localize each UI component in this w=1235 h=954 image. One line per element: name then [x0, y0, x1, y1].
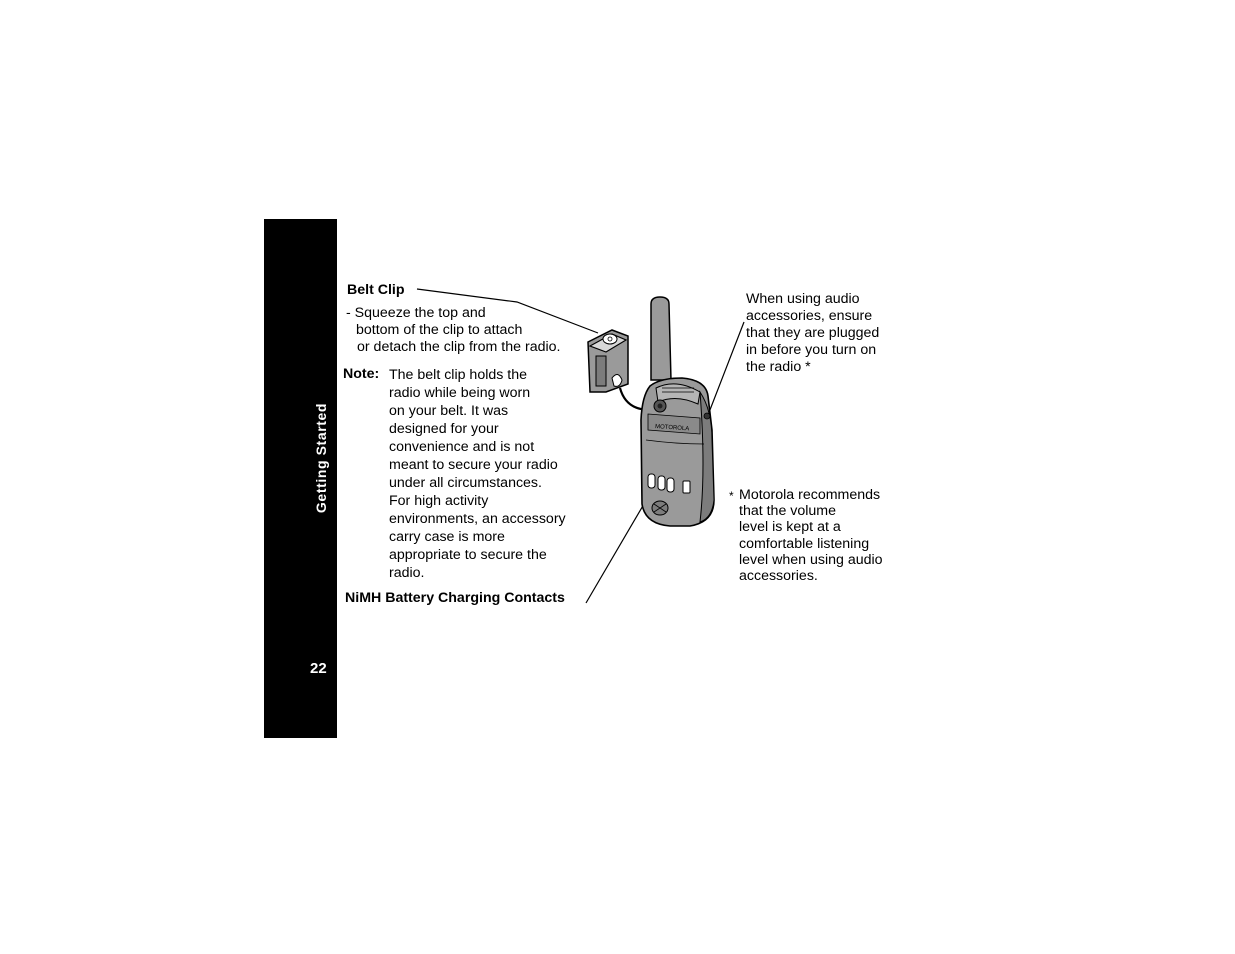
- volume-note-line: level is kept at a: [739, 519, 841, 536]
- belt-clip-instruction-1: - Squeeze the top and: [346, 305, 486, 321]
- audio-accessory-note: [746, 291, 879, 376]
- note-line: appropriate to secure the: [389, 547, 547, 563]
- note-line: meant to secure your radio: [389, 457, 558, 473]
- belt-clip-instruction-2: bottom of the clip to attach: [356, 322, 523, 338]
- note-line: radio while being worn: [389, 385, 531, 401]
- page-number: 22: [310, 660, 327, 677]
- audio-note-line: When using audio: [746, 291, 860, 307]
- note-line: designed for your: [389, 421, 499, 437]
- note-line: The belt clip holds the: [389, 367, 528, 383]
- audio-note-line: the radio *: [746, 359, 811, 375]
- brand-text: MOTOROLA: [654, 424, 690, 433]
- volume-note-line: level when using audio: [739, 551, 883, 568]
- note-line: environments, an accessory: [389, 511, 566, 527]
- charging-contacts-label: NiMH Battery Charging Contacts: [345, 590, 565, 606]
- belt-clip-instruction-3: or detach the clip from the radio.: [357, 339, 561, 355]
- audio-note-line: in before you turn on: [746, 342, 877, 358]
- audio-callout-line: [708, 322, 744, 415]
- charging-callout-line: [586, 492, 651, 603]
- note-line: on your belt. It was: [389, 403, 509, 419]
- note-line: carry case is more: [389, 529, 505, 545]
- volume-note-asterisk: *: [729, 489, 734, 503]
- note-body: [389, 366, 566, 582]
- volume-note-line: that the volume: [739, 503, 837, 520]
- note-line: convenience and is not: [389, 439, 535, 455]
- radio: [641, 297, 714, 526]
- belt-clip: [588, 330, 628, 392]
- note-line: radio.: [389, 565, 425, 581]
- volume-recommendation-note: [739, 487, 883, 584]
- belt-clip-label: Belt Clip: [347, 282, 405, 298]
- audio-note-line: that they are plugged: [746, 325, 880, 341]
- note-line: under all circumstances.: [389, 475, 542, 491]
- note-line: For high activity: [389, 493, 489, 509]
- section-title: Getting Started: [313, 402, 329, 514]
- volume-note-line: Motorola recommends: [739, 487, 881, 503]
- volume-note-line: comfortable listening: [739, 535, 870, 552]
- audio-note-line: accessories, ensure: [746, 308, 873, 324]
- note-label: Note:: [343, 366, 380, 382]
- volume-note-line: accessories.: [739, 568, 818, 585]
